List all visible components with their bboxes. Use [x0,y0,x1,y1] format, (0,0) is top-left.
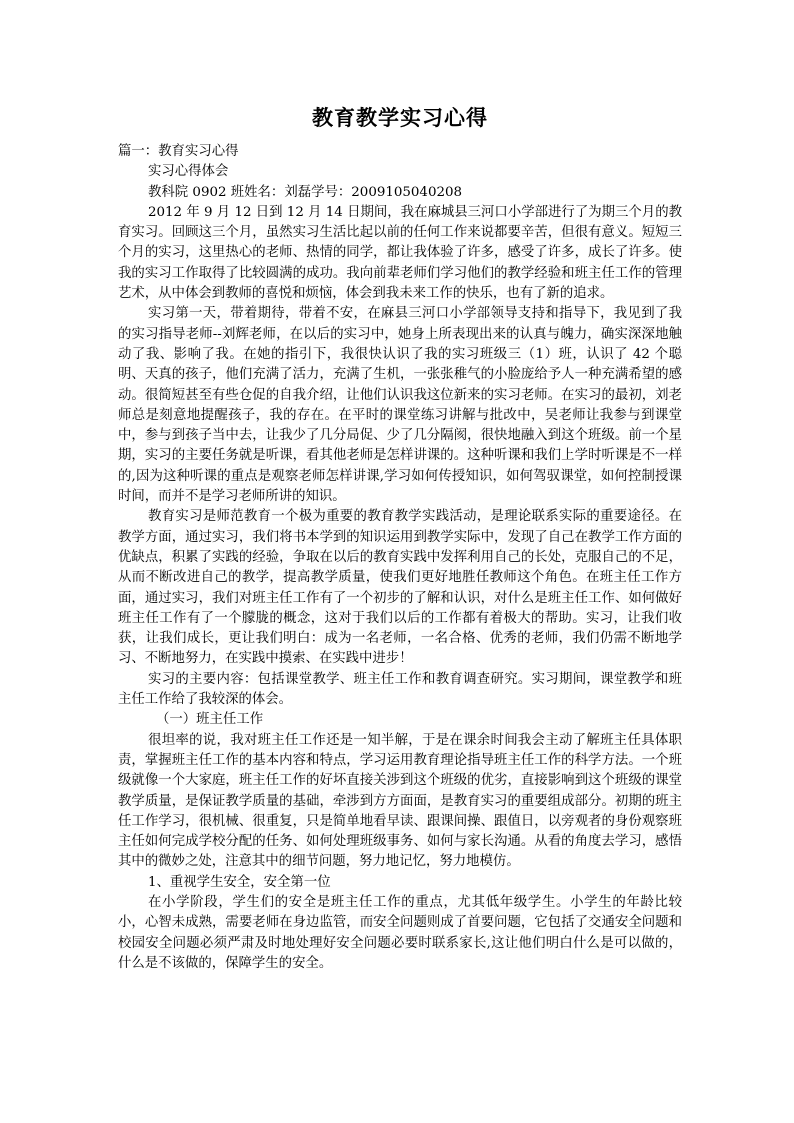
body-paragraph: 在小学阶段，学生们的安全是班主任工作的重点，尤其低年级学生。小学生的年龄比较小，心智未成熟，需要老师在身边监管，而安全问题则成了首要问题，它包括了交通安全问题和校园安全问题必须严肃及时地处理好安全问题必要时联系家长,这让他们明白什么是可以做的，什么是不该做的，保障学生的安全。 [118,894,682,971]
document-page [118,104,682,974]
article-label: 篇一：教育实习心得 [118,144,239,159]
document-subtitle: 实习心得体会 [148,164,229,180]
section-heading: （一）班主任工作 [156,712,264,728]
subsection-heading: 1、重视学生安全，安全第一位 [148,874,331,890]
author-line: 教科院 0902 班姓名：刘磊学号：2009105040208 [148,184,463,200]
body-paragraph: 教育实习是师范教育一个极为重要的教育教学实践活动，是理论联系实际的重要途径。在教学方面，通过实习，我们将书本学到的知识运用到教学实际中，发现了自己在教学工作方面的优缺点，积累了实践的经验，争取在以后的教育实践中发挥利用自己的长处，克服自己的不足，从而不断改进自己的教学，提高教学质量，使我们更好地胜任教师这个角色。在班主任工作方面，通过实习，我们对班主任工作有了一个初步的了解和认识，对什么是班主任工作、如何做好班主任工作有了一个朦胧的概念，这对于我们以后的工作都有着极大的帮助。实习，让我们收获，让我们成长，更让我们明白：成为一名老师，一名合格、优秀的老师，我们仍需不断地学习、不断地努力，在实践中摸索、在实践中进步！ [118,509,682,667]
body-paragraph: 实习的主要内容：包括课堂教学、班主任工作和教育调查研究。实习期间，课堂教学和班主任工作给了我较深的体会。 [118,671,682,708]
body-paragraph: 2012 年 9 月 12 日到 12 月 14 日期间，我在麻城县三河口小学部进行了为期三个月的教育实习。回顾这三个月，虽然实习生活比起以前的任何工作来说都要辛苦，但很有意义。短短三个月的实习，这里热心的老师、热情的同学，都让我体验了许多，感受了许多，成长了许多。使我的实习工作取得了比较圆满的成功。我向前辈老师们学习他们的教学经验和班主任工作的管理艺术，从中体会到教师的喜悦和烦恼，体会到我未来工作的快乐，也有了新的追求。 [118,204,682,302]
document-title: 教育教学实习心得 [312,105,488,130]
body-paragraph: 实习第一天，带着期待，带着不安，在麻县三河口小学部领导支持和指导下，我见到了我的实习指导老师--刘辉老师，在以后的实习中，她身上所表现出来的认真与魄力，确实深深地触动了我、影响了我。在她的指引下，我很快认识了我的实习班级三（1）班，认识了 42 个聪明、天真的孩子，他们充满了活力，充满了生机，一张张稚气的小脸庞给予人一种充满希望的感动。很简短甚至有些仓促的自我介绍，让他们认识我这位新来的实习老师。在实习的最初，刘老师总是刻意地提醒孩子，我的存在。在平时的课堂练习讲解与批改中，吴老师让我参与到课堂中，参与到孩子当中去，让我少了几分局促、少了几分隔阂，很快地融入到这个班级。前一个星期，实习的主要任务就是听课，看其他老师是怎样讲课的。这种听课和我们上学时听课是不一样的,因为这种听课的重点是观察老师怎样讲课,学习如何传授知识，如何驾驭课堂，如何控制授课时间，而并不是学习老师所讲的知识。 [118,306,682,505]
body-paragraph: 很坦率的说，我对班主任工作还是一知半解，于是在课余时间我会主动了解班主任具体职责，掌握班主任工作的基本内容和特点，学习运用教育理论指导班主任工作的科学方法。一个班级就像一个大家庭，班主任工作的好坏直接关涉到这个班级的优劣，直接影响到这个班级的课堂教学质量，是保证教学质量的基础，牵涉到方方面面，是教育实习的重要组成部分。初期的班主任工作学习，很机械、很重复，只是简单地看早读、跟课间操、跟值日，以旁观者的身份观察班主任如何完成学校分配的任务、如何处理班级事务、如何与家长沟通。从看的角度去学习，感悟其中的微妙之处，注意其中的细节问题，努力地记忆，努力地模仿。 [118,732,682,870]
